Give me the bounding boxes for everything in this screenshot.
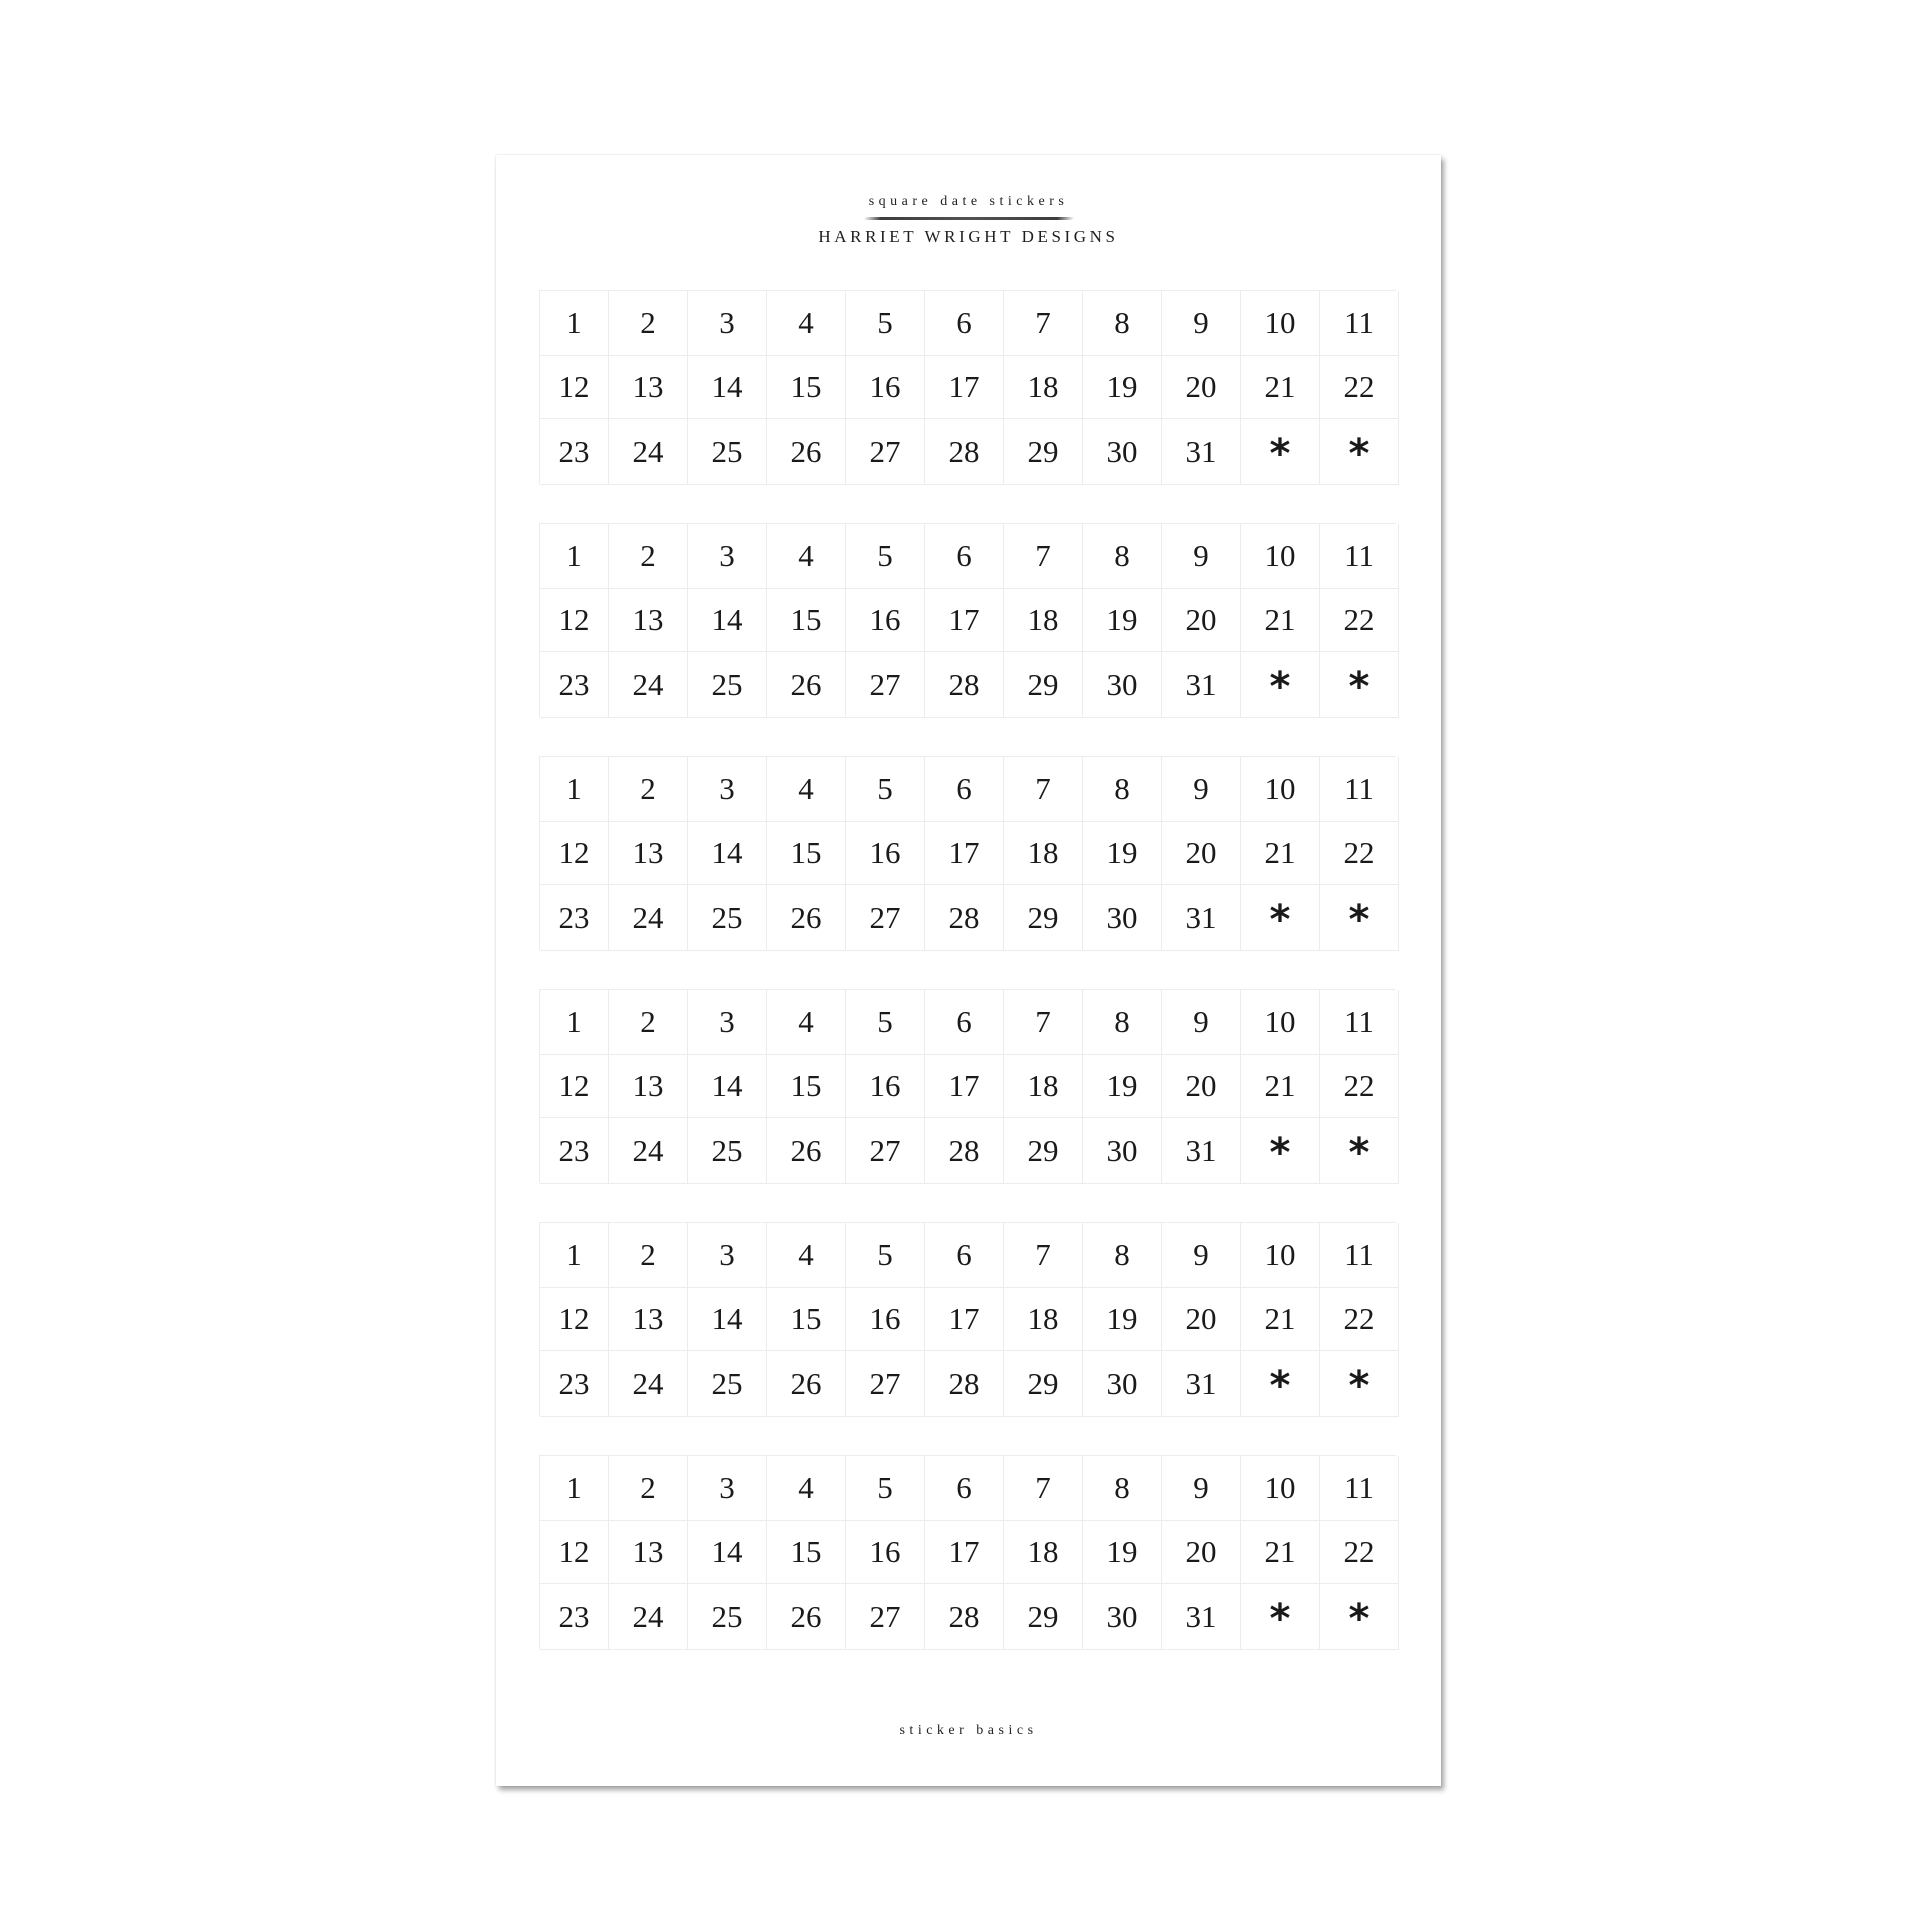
date-sticker: 30 [1083,1584,1162,1650]
date-sticker: 2 [609,990,688,1055]
date-sticker: 5 [846,1456,925,1521]
date-sticker: 13 [609,1055,688,1118]
date-sticker: 23 [540,1118,609,1184]
date-sticker: 17 [925,1521,1004,1584]
date-sticker: 14 [688,1055,767,1118]
date-sticker: 10 [1241,990,1320,1055]
date-sticker: 4 [767,1456,846,1521]
date-sticker: 15 [767,356,846,419]
date-sticker: 24 [609,885,688,951]
sticker-block [539,523,1396,717]
date-sticker: 28 [925,652,1004,718]
date-sticker: 29 [1004,1118,1083,1184]
date-sticker: 21 [1241,1055,1320,1118]
date-sticker: 27 [846,419,925,485]
date-sticker: 1 [540,757,609,822]
asterisk-sticker: * [1241,652,1320,718]
date-sticker: 4 [767,1223,846,1288]
date-sticker: 17 [925,1055,1004,1118]
date-sticker: 10 [1241,757,1320,822]
date-sticker: 6 [925,524,1004,589]
date-sticker: 11 [1320,757,1399,822]
date-sticker: 26 [767,652,846,718]
date-sticker: 17 [925,1288,1004,1351]
date-sticker: 29 [1004,1584,1083,1650]
date-sticker: 15 [767,822,846,885]
date-sticker: 11 [1320,524,1399,589]
date-sticker: 21 [1241,589,1320,652]
date-sticker: 27 [846,885,925,951]
date-sticker: 10 [1241,291,1320,356]
date-sticker: 15 [767,1288,846,1351]
date-sticker: 28 [925,419,1004,485]
date-sticker: 26 [767,1351,846,1417]
date-sticker: 1 [540,524,609,589]
sticker-block [539,290,1396,484]
date-sticker: 30 [1083,652,1162,718]
sticker-grid [540,757,1396,951]
date-sticker: 21 [1241,822,1320,885]
sticker-block [539,989,1396,1183]
asterisk-sticker: * [1320,1351,1399,1417]
date-sticker: 7 [1004,291,1083,356]
date-sticker: 31 [1162,885,1241,951]
date-sticker: 9 [1162,291,1241,356]
date-sticker: 9 [1162,1456,1241,1521]
date-sticker: 19 [1083,1521,1162,1584]
date-sticker: 22 [1320,1521,1399,1584]
date-sticker: 24 [609,1118,688,1184]
date-sticker: 13 [609,356,688,419]
sheet-subtitle: square date stickers [868,194,1069,209]
date-sticker: 24 [609,652,688,718]
date-sticker: 10 [1241,524,1320,589]
date-sticker: 31 [1162,1351,1241,1417]
date-sticker: 20 [1162,1055,1241,1118]
date-sticker: 16 [846,822,925,885]
date-sticker: 10 [1241,1456,1320,1521]
date-sticker: 30 [1083,419,1162,485]
date-sticker: 18 [1004,1055,1083,1118]
date-sticker: 8 [1083,524,1162,589]
date-sticker: 11 [1320,1223,1399,1288]
date-sticker: 5 [846,757,925,822]
date-sticker: 20 [1162,822,1241,885]
date-sticker: 31 [1162,1584,1241,1650]
date-sticker: 2 [609,1456,688,1521]
date-sticker: 5 [846,1223,925,1288]
date-sticker: 12 [540,1288,609,1351]
date-sticker: 21 [1241,1521,1320,1584]
date-sticker: 8 [1083,990,1162,1055]
date-sticker: 12 [540,1055,609,1118]
date-sticker: 14 [688,356,767,419]
date-sticker: 13 [609,1288,688,1351]
date-sticker: 25 [688,419,767,485]
date-sticker: 20 [1162,356,1241,419]
date-sticker: 16 [846,1288,925,1351]
date-sticker: 28 [925,1118,1004,1184]
date-sticker: 9 [1162,990,1241,1055]
date-sticker: 26 [767,1584,846,1650]
date-sticker: 9 [1162,757,1241,822]
date-sticker: 18 [1004,589,1083,652]
date-sticker: 6 [925,291,1004,356]
brand-name: HARRIET WRIGHT DESIGNS [818,227,1119,246]
asterisk-sticker: * [1241,419,1320,485]
date-sticker: 21 [1241,356,1320,419]
date-sticker: 24 [609,1351,688,1417]
date-sticker: 17 [925,822,1004,885]
sticker-grid [540,1223,1396,1417]
date-sticker: 29 [1004,885,1083,951]
date-sticker: 19 [1083,589,1162,652]
date-sticker: 29 [1004,419,1083,485]
date-sticker: 15 [767,589,846,652]
date-sticker: 7 [1004,757,1083,822]
date-sticker: 6 [925,757,1004,822]
asterisk-sticker: * [1241,1584,1320,1650]
date-sticker: 14 [688,822,767,885]
date-sticker: 29 [1004,1351,1083,1417]
date-sticker: 30 [1083,885,1162,951]
date-sticker: 3 [688,1223,767,1288]
date-sticker: 4 [767,757,846,822]
date-sticker: 22 [1320,822,1399,885]
date-sticker: 11 [1320,1456,1399,1521]
date-sticker: 7 [1004,1223,1083,1288]
date-sticker: 23 [540,885,609,951]
date-sticker: 18 [1004,356,1083,419]
sticker-grid [540,1456,1396,1650]
date-sticker: 3 [688,291,767,356]
date-sticker: 9 [1162,1223,1241,1288]
date-sticker: 26 [767,885,846,951]
asterisk-sticker: * [1320,419,1399,485]
date-sticker: 15 [767,1521,846,1584]
date-sticker: 15 [767,1055,846,1118]
date-sticker: 28 [925,1584,1004,1650]
date-sticker: 19 [1083,356,1162,419]
sticker-block [539,756,1396,950]
date-sticker: 28 [925,885,1004,951]
sticker-grid [540,990,1396,1184]
date-sticker: 4 [767,524,846,589]
asterisk-sticker: * [1241,1351,1320,1417]
date-sticker: 2 [609,524,688,589]
brush-stroke-divider [863,217,1074,220]
date-sticker: 7 [1004,990,1083,1055]
date-sticker: 3 [688,757,767,822]
date-sticker: 23 [540,419,609,485]
date-sticker: 2 [609,757,688,822]
asterisk-sticker: * [1241,1118,1320,1184]
date-sticker: 3 [688,990,767,1055]
date-sticker: 12 [540,1521,609,1584]
date-sticker: 6 [925,1223,1004,1288]
date-sticker: 17 [925,356,1004,419]
date-sticker: 18 [1004,822,1083,885]
date-sticker: 16 [846,1521,925,1584]
date-sticker: 12 [540,589,609,652]
date-sticker: 20 [1162,1521,1241,1584]
date-sticker: 22 [1320,1288,1399,1351]
date-sticker: 11 [1320,990,1399,1055]
date-sticker: 31 [1162,1118,1241,1184]
date-sticker: 28 [925,1351,1004,1417]
sheet-header [496,193,1441,247]
date-sticker: 3 [688,524,767,589]
asterisk-sticker: * [1241,885,1320,951]
date-sticker: 31 [1162,652,1241,718]
date-sticker: 19 [1083,822,1162,885]
date-sticker: 30 [1083,1118,1162,1184]
date-sticker: 1 [540,1456,609,1521]
date-sticker: 11 [1320,291,1399,356]
date-sticker: 16 [846,356,925,419]
date-sticker: 13 [609,589,688,652]
date-sticker: 9 [1162,524,1241,589]
date-sticker: 30 [1083,1351,1162,1417]
date-sticker: 1 [540,990,609,1055]
asterisk-sticker: * [1320,652,1399,718]
date-sticker: 26 [767,419,846,485]
asterisk-sticker: * [1320,1584,1399,1650]
date-sticker: 5 [846,990,925,1055]
date-sticker: 5 [846,524,925,589]
date-sticker: 22 [1320,1055,1399,1118]
date-sticker: 4 [767,291,846,356]
date-sticker: 3 [688,1456,767,1521]
date-sticker: 8 [1083,1456,1162,1521]
date-sticker: 27 [846,652,925,718]
date-sticker: 14 [688,1288,767,1351]
date-sticker: 31 [1162,419,1241,485]
date-sticker: 14 [688,589,767,652]
date-sticker: 5 [846,291,925,356]
date-sticker: 22 [1320,589,1399,652]
date-sticker: 4 [767,990,846,1055]
date-sticker: 23 [540,1584,609,1650]
date-sticker: 18 [1004,1288,1083,1351]
date-sticker: 21 [1241,1288,1320,1351]
date-sticker: 2 [609,291,688,356]
date-sticker: 25 [688,1118,767,1184]
date-sticker: 2 [609,1223,688,1288]
date-sticker: 24 [609,1584,688,1650]
date-sticker: 14 [688,1521,767,1584]
sticker-grid [540,291,1396,485]
date-sticker: 25 [688,885,767,951]
date-sticker: 26 [767,1118,846,1184]
sticker-grid [540,524,1396,718]
date-sticker: 20 [1162,589,1241,652]
asterisk-sticker: * [1320,885,1399,951]
asterisk-sticker: * [1320,1118,1399,1184]
date-sticker: 27 [846,1351,925,1417]
date-sticker: 25 [688,652,767,718]
date-sticker: 25 [688,1351,767,1417]
sticker-sheet [496,155,1441,1786]
date-sticker: 25 [688,1584,767,1650]
date-sticker: 12 [540,356,609,419]
date-sticker: 23 [540,1351,609,1417]
date-sticker: 6 [925,1456,1004,1521]
date-sticker: 19 [1083,1055,1162,1118]
date-sticker: 13 [609,1521,688,1584]
date-sticker: 24 [609,419,688,485]
date-sticker: 8 [1083,291,1162,356]
date-sticker: 22 [1320,356,1399,419]
date-sticker: 8 [1083,757,1162,822]
sticker-block [539,1455,1396,1649]
date-sticker: 23 [540,652,609,718]
sticker-block [539,1222,1396,1416]
sheet-footer: sticker basics [899,1723,1038,1738]
date-sticker: 18 [1004,1521,1083,1584]
date-sticker: 27 [846,1584,925,1650]
date-sticker: 7 [1004,1456,1083,1521]
date-sticker: 13 [609,822,688,885]
date-sticker: 19 [1083,1288,1162,1351]
date-sticker: 16 [846,589,925,652]
date-sticker: 6 [925,990,1004,1055]
date-sticker: 27 [846,1118,925,1184]
date-sticker: 29 [1004,652,1083,718]
date-sticker: 12 [540,822,609,885]
date-sticker: 8 [1083,1223,1162,1288]
date-sticker: 1 [540,1223,609,1288]
date-sticker: 17 [925,589,1004,652]
date-sticker: 7 [1004,524,1083,589]
date-sticker: 20 [1162,1288,1241,1351]
date-sticker: 16 [846,1055,925,1118]
date-sticker: 10 [1241,1223,1320,1288]
date-sticker: 1 [540,291,609,356]
